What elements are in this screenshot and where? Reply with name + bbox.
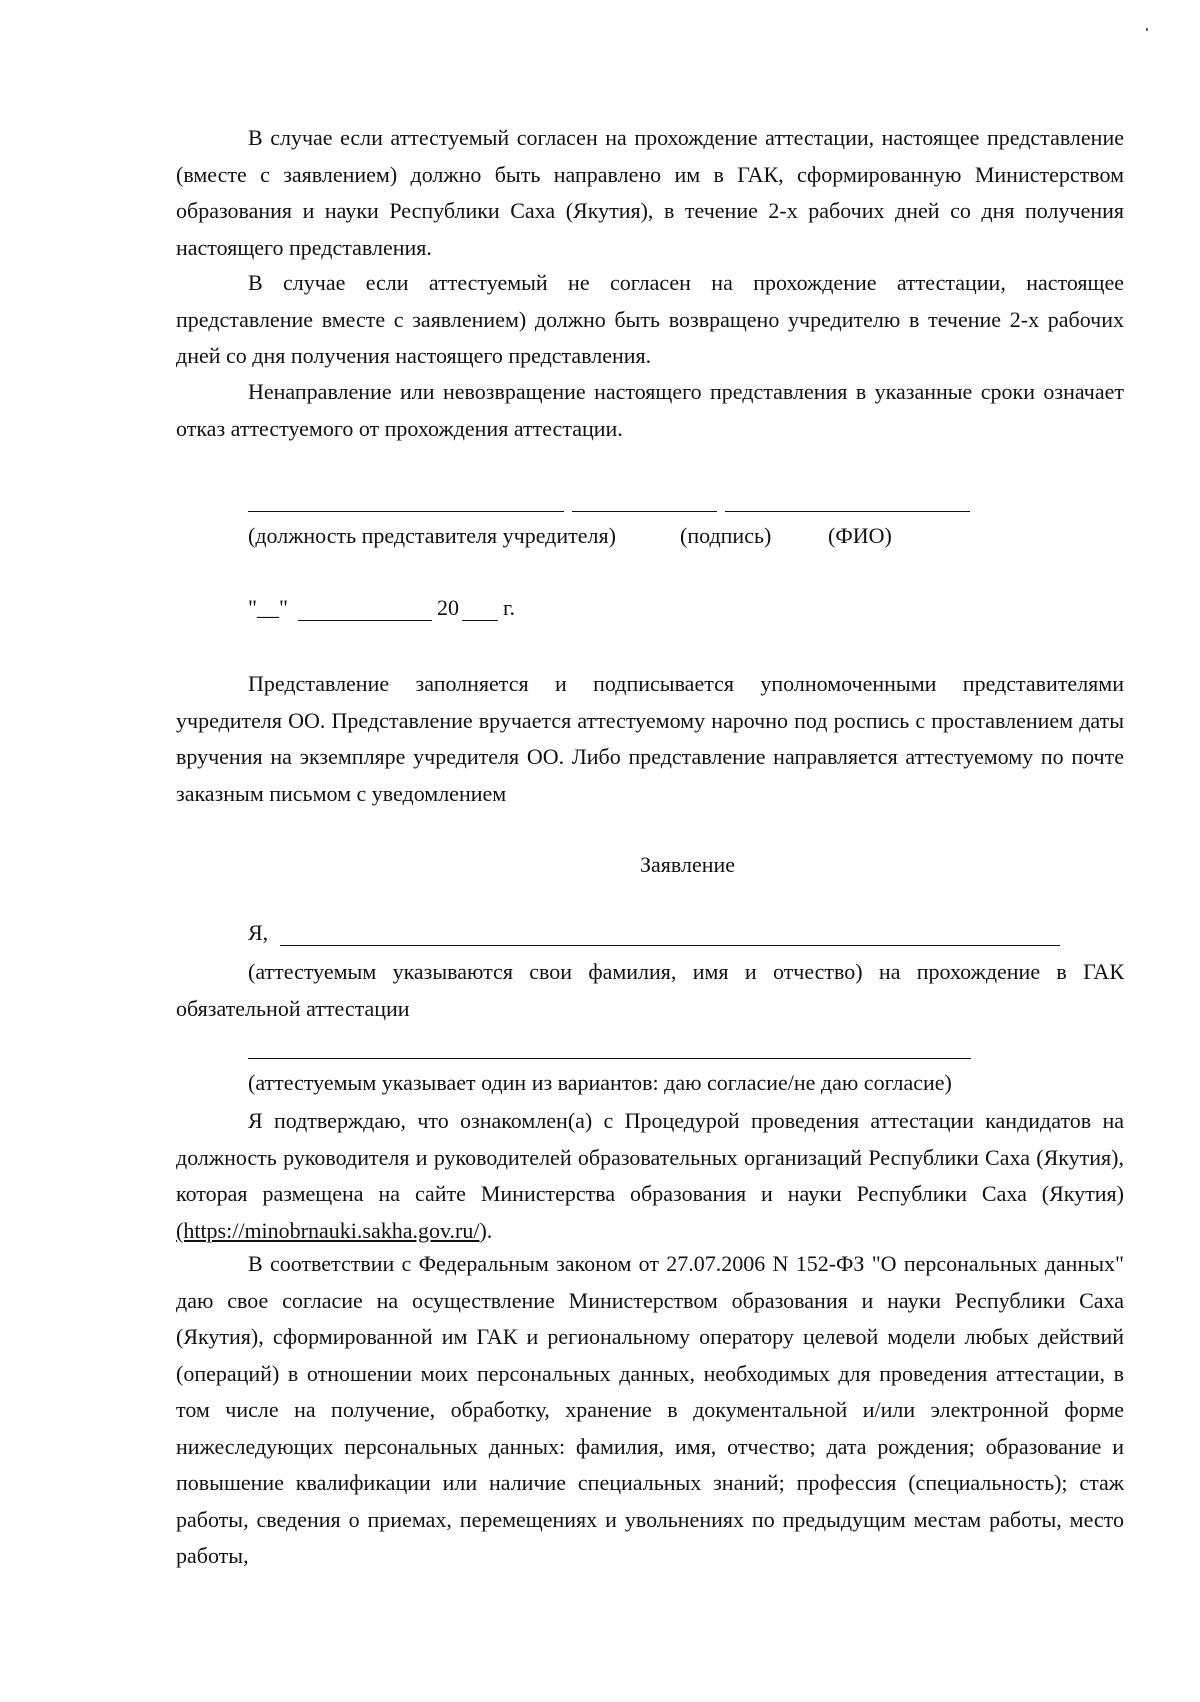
consent-choice-line: [248, 1058, 971, 1059]
fio-line: [280, 945, 1060, 946]
paragraph-personal-data: В соответствии с Федеральным законом от 27.07.2006 N 152-ФЗ "О персональных данных" даю свое согласие на осуществление Министерством образования и науки Республики Саха (Якутия), сформированной им ГАК и региональному оператору целевой модели любых действий (операций) в отношении моих персональных данных, необходимых для проведения аттестации, в том числе на получение, обработку, хранение в документальной и/или электронной форме нижеследующих персональных данных: фамилия, имя, отчество; дата рождения; образование и повышение квалификации или наличие специальных знаний; профессия (специальность); стаж работы, сведения о приемах, перемещениях и увольнениях по предыдущим местам работы, место работы,: [176, 1251, 1124, 1568]
paragraph-procedure: Представление заполняется и подписывается уполномоченными представителями учредителя ОО. Представление вручается аттестуемому нарочно под роспись с проставлением даты вручения на экземпляре учредителя ОО. Либо представление направляется аттестуемому по почте заказным письмом с уведомлением: [176, 671, 1124, 806]
ministry-site-link[interactable]: (https://minobrnauki.sakha.gov.ru/: [176, 1217, 480, 1243]
paragraph-consent-case: В случае если аттестуемый согласен на прохождение аттестации, настоящее представление (вместе с заявлением) должно быть направлено им в ГАК, сформированную Министерством образования и науки Республики Саха (Якутия), в течение 2-х рабочих дней со дня получения настоящего представления.: [176, 125, 1124, 260]
paragraph-acknowledgement: [176, 1103, 1124, 1249]
signature-position-label: (должность представителя учредителя): [248, 523, 616, 548]
date-year-line: [462, 620, 498, 621]
statement-i-prefix: Я,: [248, 920, 269, 945]
date-month-line: [298, 620, 432, 621]
acknowledgement-end: ).: [479, 1217, 493, 1243]
paragraph-refusal-case: В случае если аттестуемый не согласен на прохождение аттестации, настоящее представление вместе с заявлением) должно быть возвращено учредителю в течение 2-х рабочих дней со дня получения настоящего представления.: [176, 270, 1124, 368]
signature-sign-line: [572, 511, 717, 512]
date-year-suffix: г.: [503, 595, 516, 620]
consent-choice-hint: (аттестуемым указывает один из вариантов: даю согласие/не даю согласие): [248, 1070, 952, 1095]
acknowledgement-text: Я подтверждаю, что ознакомлен(а) с Процедурой проведения аттестации кандидатов на должность руководителя и руководителей образовательных организаций Республики Саха (Якутия), которая размещена на сайте Министерства образования и науки Республики Саха (Якутия): [176, 1108, 1124, 1206]
signature-sign-label: (подпись): [680, 523, 772, 548]
paragraph-non-return: Ненаправление или невозвращение настоящего представления в указанные сроки означает отказ аттестуемого от прохождения аттестации.: [176, 379, 1124, 441]
paragraph-fio-hint: (аттестуемым указываются свои фамилия, имя и отчество) на прохождение в ГАК обязательной аттестации: [176, 959, 1124, 1021]
scan-speck: [1146, 28, 1148, 31]
date-year-prefix: 20: [437, 595, 459, 620]
signature-name-label: (ФИО): [828, 523, 892, 548]
statement-title: Заявление: [639, 852, 736, 877]
signature-name-line: [725, 511, 970, 512]
signature-position-line: [248, 511, 564, 512]
date-day-quotes: "__": [248, 595, 288, 620]
